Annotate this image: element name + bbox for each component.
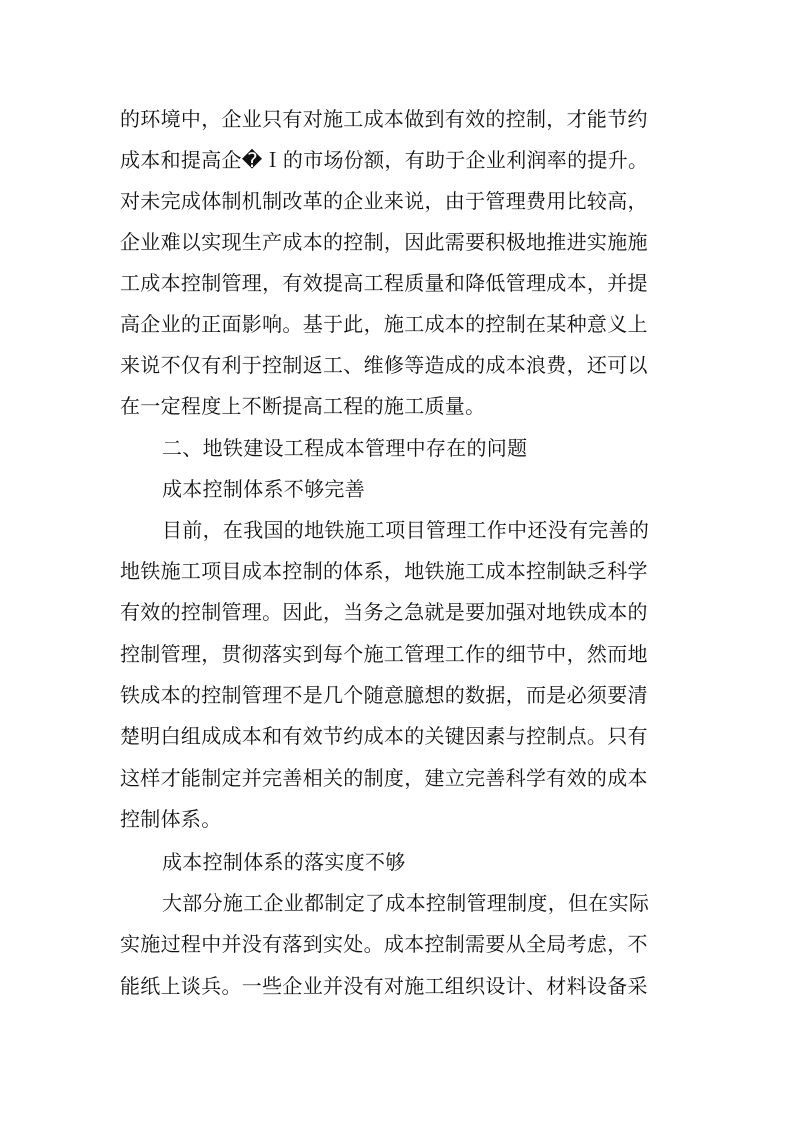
- body-text-line: 控制管理，贯彻落实到每个施工管理工作的细节中，然而地: [120, 642, 648, 666]
- body-text-line: 控制体系。: [120, 807, 222, 831]
- body-text-line: 实施过程中并没有落到实处。成本控制需要从全局考虑，不: [120, 932, 648, 956]
- body-text-line: 对未完成体制机制改革的企业来说，由于管理费用比较高，: [120, 189, 648, 213]
- body-text-line: 有效的控制管理。因此，当务之急就是要加强对地铁成本的: [120, 600, 648, 624]
- body-text-line: 工成本控制管理，有效提高工程质量和降低管理成本，并提: [120, 271, 648, 295]
- body-text-line: 的环境中，企业只有对施工成本做到有效的控制，才能节约: [120, 107, 648, 131]
- body-text-line: 这样才能制定并完善相关的制度，建立完善科学有效的成本: [120, 766, 648, 790]
- body-text-line: 目前，在我国的地铁施工项目管理工作中还没有完善的: [162, 518, 650, 542]
- body-text-line: 高企业的正面影响。基于此，施工成本的控制在某种意义上: [120, 312, 648, 336]
- body-text-line: 企业难以实现生产成本的控制，因此需要积极地推进实施施: [120, 230, 648, 254]
- section-heading: 二、地铁建设工程成本管理中存在的问题: [162, 436, 528, 460]
- body-text-line: 铁成本的控制管理不是几个随意臆想的数据，而是必须要清: [120, 683, 648, 707]
- body-text-line: 楚明白组成成本和有效节约成本的关键因素与控制点。只有: [120, 724, 648, 748]
- subsection-heading: 成本控制体系不够完善: [162, 477, 365, 501]
- body-text-line: 来说不仅有利于控制返工、维修等造成的成本浪费，还可以: [120, 353, 648, 377]
- body-text-line: 地铁施工项目成本控制的体系，地铁施工成本控制缺乏科学: [120, 559, 648, 583]
- subsection-heading: 成本控制体系的落实度不够: [162, 850, 406, 874]
- body-text-line: 大部分施工企业都制定了成本控制管理制度，但在实际: [162, 891, 650, 915]
- body-text-line: 能纸上谈兵。一些企业并没有对施工组织设计、材料设备采: [120, 974, 648, 998]
- body-text-line: 在一定程度上不断提高工程的施工质量。: [120, 394, 486, 418]
- body-text-line: 成本和提高企�Ｉ的市场份额，有助于企业利润率的提升。: [120, 148, 649, 172]
